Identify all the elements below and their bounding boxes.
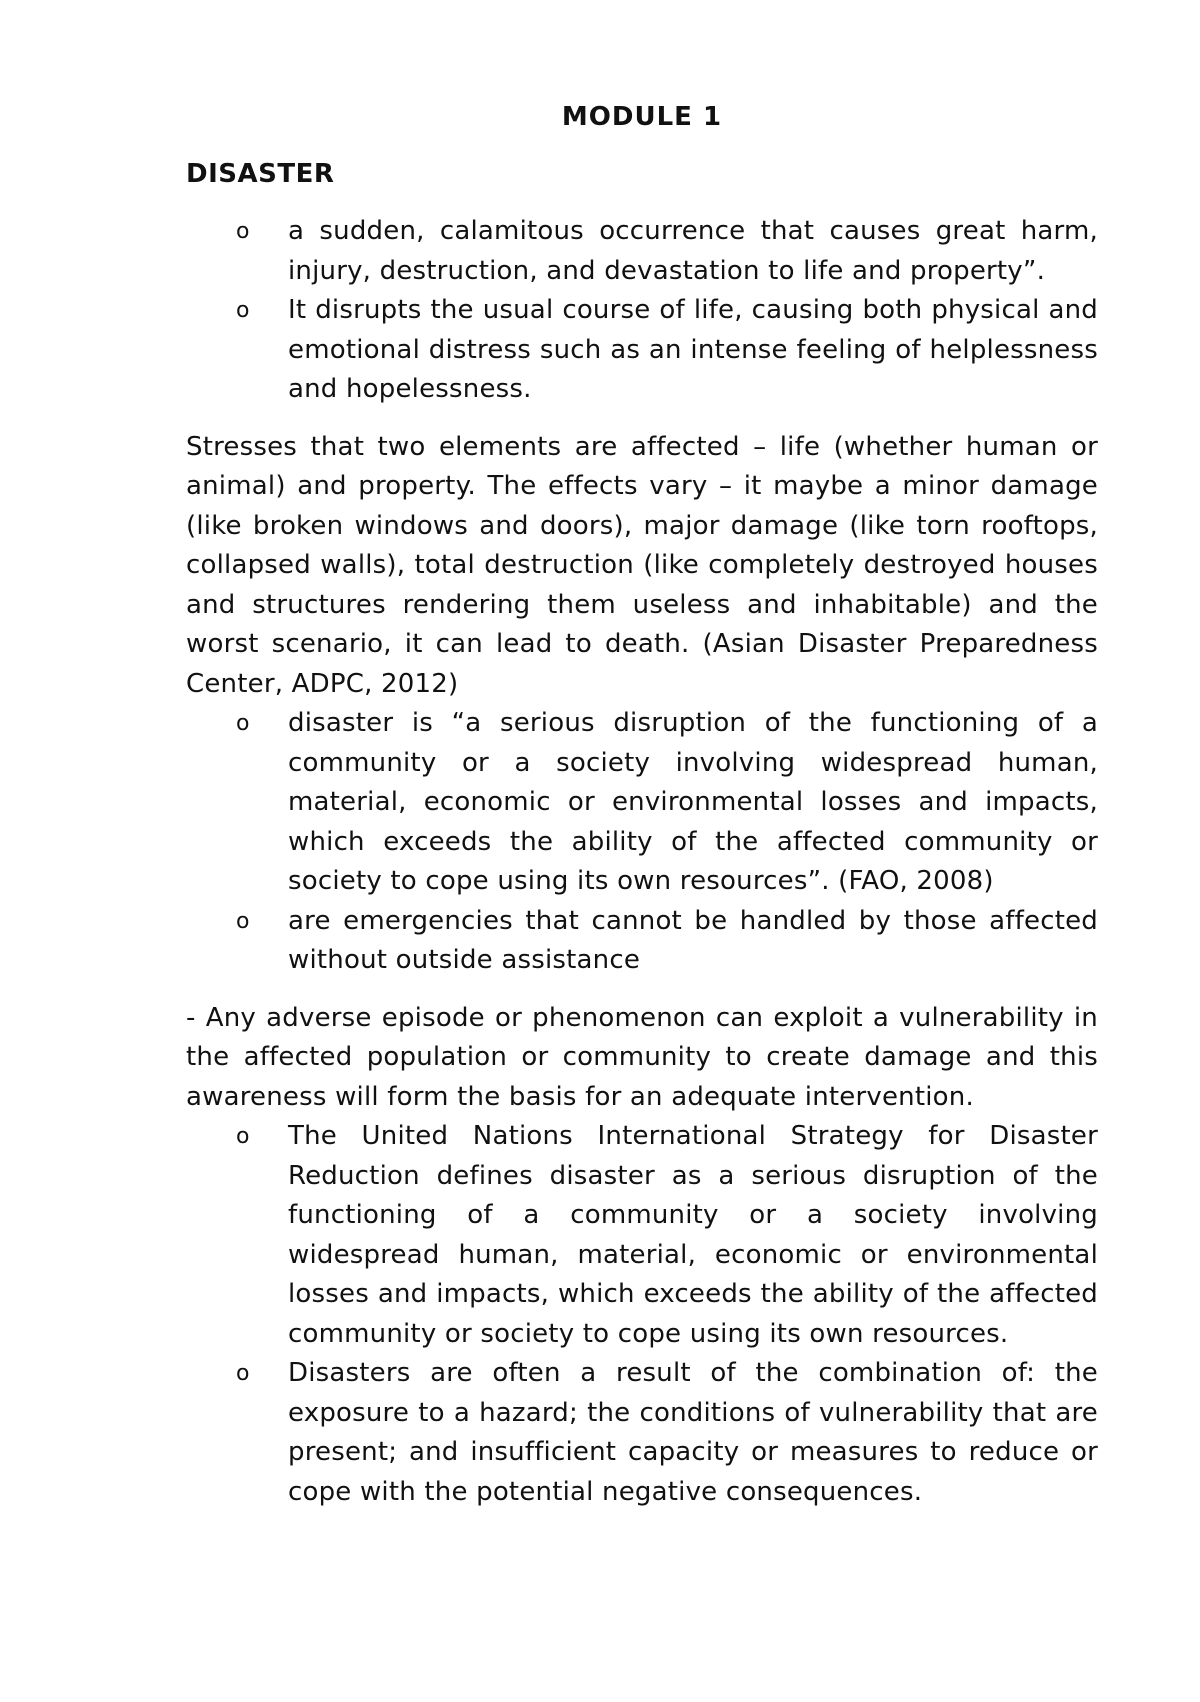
list-item-text: Disasters are often a result of the combination of: the exposure to a hazard; the conditions of vulnerability that are present; and insufficient capacity or measures to reduce or cope with the potential negative consequences. [288, 1358, 1098, 1507]
list-item [236, 1354, 1098, 1512]
bullet-mark: o [236, 298, 250, 323]
list-item-text: are emergencies that cannot be handled by those affected without outside assistance [288, 905, 1098, 975]
paragraph-effects: Stresses that two elements are affected – life (whether human or animal) and property. The effects vary – it maybe a minor damage (like broken windows and doors), major damage (like torn rooftops, collapsed walls), total destruction (like completely destroyed houses and structures rendering them useless and inhabitable) and the worst scenario, it can lead to death. (Asian Disaster Preparedness Center, ADPC, 2012) [186, 431, 1098, 699]
list-item-text: disaster is “a serious disruption of the functioning of a community or a society involving widespread human, material, economic or environmental losses and impacts, which exceeds the ability of the affected community or society to cope using its own resources”. (FAO, 2008) [288, 708, 1098, 896]
paragraph-vulnerability: - Any adverse episode or phenomenon can exploit a vulnerability in the affected population or community to create damage and this awareness will form the basis for an adequate intervention. [186, 1002, 1098, 1112]
bullet-mark: o [236, 1124, 250, 1149]
list-item-text: It disrupts the usual course of life, causing both physical and emotional distress such as an intense feeling of helplessness and hopelessness. [288, 295, 1098, 404]
list-item [236, 902, 1098, 981]
bullet-list-2 [186, 704, 1098, 981]
module-title: MODULE 1 [561, 102, 723, 132]
bullet-list-1 [186, 212, 1098, 410]
section-heading: DISASTER [186, 158, 335, 189]
list-item [236, 291, 1098, 410]
list-item [236, 1117, 1098, 1354]
bullet-mark: o [236, 711, 250, 736]
bullet-mark: o [236, 1361, 250, 1386]
bullet-list-3 [186, 1117, 1098, 1512]
bullet-mark: o [236, 908, 250, 934]
list-item-text: a sudden, calamitous occurrence that causes great harm, injury, destruction, and devastation to life and property”. [288, 216, 1098, 286]
document-body [186, 98, 1098, 1512]
list-item-text: The United Nations International Strategy for Disaster Reduction defines disaster as a serious disruption of the functioning of a community or a society involving widespread human, material, economic or environmental losses and impacts, which exceeds the ability of the affected community or society to cope using its own resources. [288, 1121, 1098, 1349]
bullet-mark: o [236, 219, 250, 244]
list-item [236, 704, 1098, 902]
list-item [236, 212, 1098, 291]
